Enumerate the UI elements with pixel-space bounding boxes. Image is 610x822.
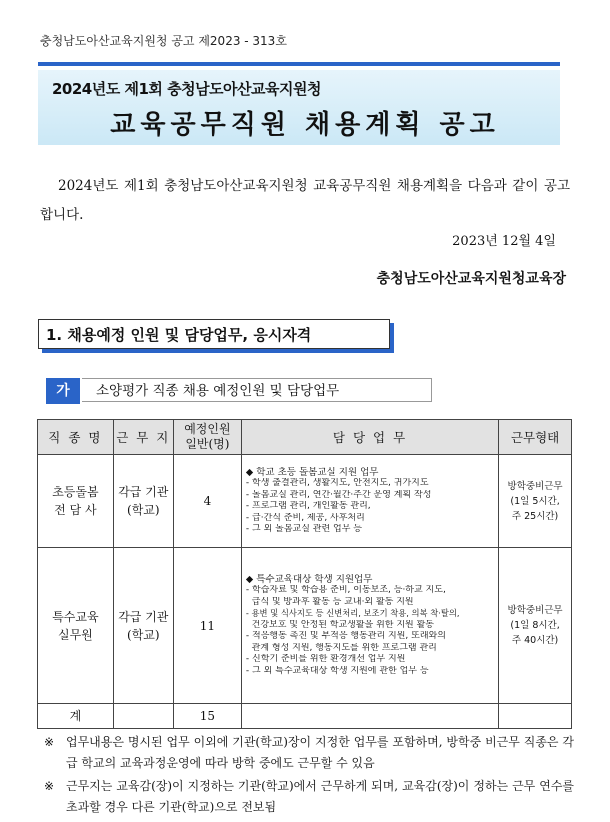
- duty-line: - 학습자료 및 학습용 준비, 이동보조, 등·하교 지도,: [245, 585, 446, 596]
- recruitment-table: [37, 419, 572, 729]
- total-empty-cell: [113, 704, 173, 729]
- duty-line: - 신학기 준비를 위한 환경개선 업무 지원: [245, 654, 406, 665]
- duty-cell: [241, 455, 498, 548]
- job-cell: [38, 548, 114, 704]
- subsection-title: 소양평가 직종 채용 예정인원 및 담당업무: [82, 378, 432, 402]
- note-item: [44, 732, 574, 774]
- duty-line: - 돌봄교실 관리, 연간·월간·주간 운영 계획 작성: [245, 489, 432, 500]
- note-mark: ※: [44, 735, 55, 749]
- duty-line: - 급·간식 준비, 제공, 사후처리: [245, 512, 365, 523]
- work-line: 방학중비근무: [507, 605, 563, 616]
- job-line: 초등돌봄: [52, 485, 99, 499]
- header-count-line2: 일반(명): [185, 437, 230, 451]
- duty-line: 건강보호 및 안정된 학교생활을 위한 지원 활동: [245, 619, 434, 630]
- work-cell: [499, 455, 572, 548]
- work-line: 주 40시간): [511, 635, 559, 646]
- header-place: 근 무 지: [113, 420, 173, 455]
- place-line: 각급 기관: [118, 485, 169, 499]
- notice-number: 충청남도아산교육지원청 공고 제2023 - 313호: [40, 34, 287, 48]
- work-line: (1일 5시간,: [510, 495, 560, 507]
- duty-line: - 학생 출결관리, 생활지도, 안전지도, 귀가지도: [245, 478, 429, 488]
- note-text: 업무내용은 명시된 업무 이외에 기관(학교)장이 지정한 업무를 포함하며, 방학중 비근무 직종은 각급 학교의 교육과정운영에 따라 방학 중에도 근무할 수 있음: [66, 735, 574, 770]
- header-work: 근무형태: [499, 420, 572, 455]
- section-1-title: 1. 채용예정 인원 및 담당업무, 응시자격: [46, 326, 312, 344]
- duty-heading: ◆ 특수교육대상 학생 지원업무: [245, 573, 373, 585]
- duty-cell: [241, 548, 498, 704]
- job-line: 실무원: [57, 627, 93, 642]
- duty-line: 급식 및 방과후 활동 등 교내·외 활동 지원: [245, 596, 414, 607]
- work-line: 주 25시간): [511, 510, 559, 522]
- header-accent-bar: [38, 62, 560, 66]
- header-title: 교육공무직원 채용계획 공고: [110, 110, 500, 140]
- count-cell: 4: [173, 455, 241, 548]
- total-empty-cell: [499, 704, 572, 729]
- issuer-name: 충청남도아산교육지원청교육장: [376, 271, 566, 287]
- job-cell: [38, 455, 114, 548]
- header-duty: 담 당 업 무: [241, 420, 498, 455]
- duty-line: - 적응행동 촉진 및 부적응 행동관리 지원, 또래와의: [245, 631, 446, 642]
- total-count: 15: [173, 704, 241, 729]
- place-line: (학교): [127, 627, 160, 642]
- header-job: 직 종 명: [38, 420, 114, 455]
- table-total-row: [38, 704, 572, 729]
- intro-paragraph: 2024년도 제1회 충청남도아산교육지원청 교육공무직원 채용계획을 다음과 같이 공고합니다.: [40, 178, 570, 223]
- header-subtitle: 2024년도 제1회 충청남도아산교육지원청: [52, 80, 321, 98]
- job-line: 전 담 사: [54, 503, 97, 517]
- table-row: [38, 455, 572, 548]
- header-count-line1: 예정인원: [184, 422, 231, 436]
- duty-line: - 그 외 돌봄교실 관련 업무 등: [245, 524, 362, 534]
- duty-heading: ◆ 학교 초등 돌봄교실 지원 업무: [245, 466, 379, 478]
- duty-line: 관계 형성 지원, 행동지도를 위한 프로그램 관리: [245, 642, 437, 653]
- table-row: [38, 548, 572, 704]
- place-cell: [113, 455, 173, 548]
- count-cell: 11: [173, 548, 241, 704]
- place-line: 각급 기관: [118, 609, 169, 624]
- total-empty-cell: [241, 704, 498, 729]
- place-cell: [113, 548, 173, 704]
- duty-line: - 그 외 특수교육대상 학생 지원에 관한 업무 등: [245, 665, 429, 676]
- header-count: [173, 420, 241, 455]
- job-line: 특수교육: [52, 609, 99, 624]
- duty-line: - 프로그램 관리, 개인활동 관리,: [245, 501, 371, 511]
- work-line: 방학중비근무: [507, 480, 563, 492]
- work-line: (1일 8시간,: [510, 620, 560, 631]
- place-line: (학교): [127, 503, 160, 517]
- notice-date: 2023년 12월 4일: [452, 234, 556, 249]
- note-text: 근무지는 교육감(장)이 지정하는 기관(학교)에서 근무하게 되며, 교육감(장)이 정하는 근무 연수를 초과할 경우 다른 기관(학교)으로 전보됨: [66, 779, 574, 814]
- note-item: [44, 776, 574, 818]
- note-mark: ※: [44, 779, 55, 793]
- work-cell: [499, 548, 572, 704]
- table-header-row: [38, 420, 572, 455]
- duty-line: - 용변 및 식사지도 등 신변처리, 보조기 착용, 의복 착·탈의,: [245, 608, 460, 619]
- subsection-badge: 가: [46, 378, 80, 404]
- total-label: 계: [38, 704, 114, 729]
